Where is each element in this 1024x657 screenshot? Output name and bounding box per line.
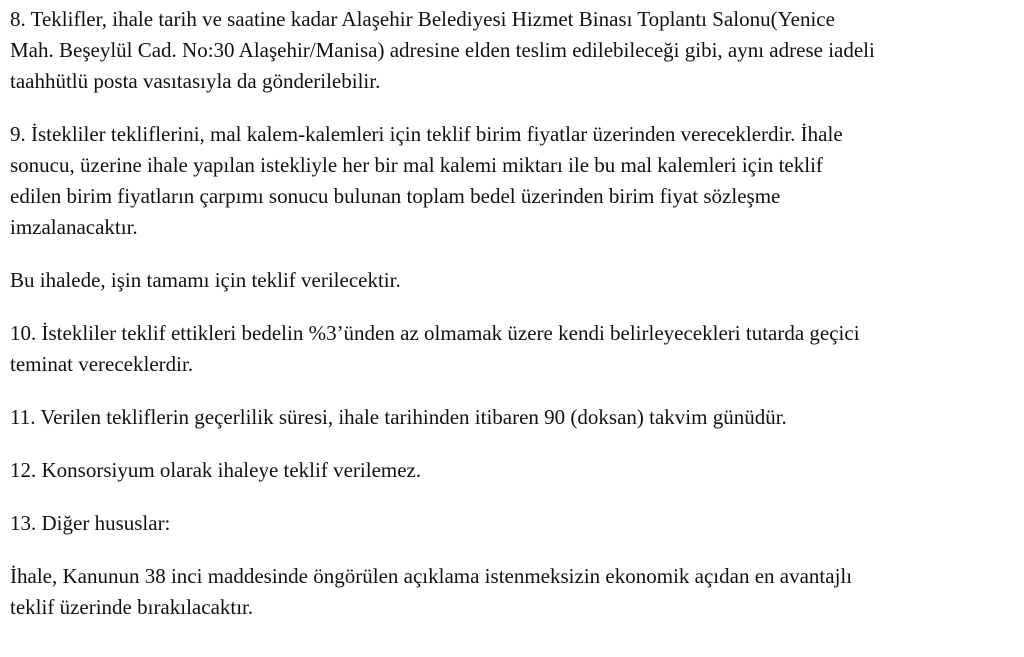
- text-line: İhale, Kanunun 38 inci maddesinde öngörülen açıklama istenmeksizin ekonomik açıdan en avantajlı: [10, 564, 853, 588]
- text-line: Bu ihalede, işin tamamı için teklif verilecektir.: [10, 268, 401, 292]
- paragraph-item-8: [10, 4, 1014, 97]
- text-line: 10. İstekliler teklif ettikleri bedelin %3’ünden az olmamak üzere kendi belirleyecekleri tutarda geçici: [10, 321, 860, 345]
- paragraph-item-10: [10, 318, 1014, 380]
- paragraph-item-13: [10, 508, 1014, 539]
- document-body: [10, 4, 1014, 645]
- paragraph-item-12: [10, 455, 1014, 486]
- text-line: imzalanacaktır.: [10, 215, 138, 239]
- text-line: 8. Teklifler, ihale tarih ve saatine kadar Alaşehir Belediyesi Hizmet Binası Toplantı Salonu(Yenice: [10, 7, 835, 31]
- text-line: sonucu, üzerine ihale yapılan istekliyle her bir mal kalemi miktarı ile bu mal kalemleri için teklif: [10, 153, 823, 177]
- paragraph-item-11: [10, 402, 1014, 433]
- text-line: 11. Verilen tekliflerin geçerlilik süresi, ihale tarihinden itibaren 90 (doksan) takvim günüdür.: [10, 405, 787, 429]
- text-line: teminat vereceklerdir.: [10, 352, 194, 376]
- paragraph-item-9: [10, 119, 1014, 243]
- text-line: 13. Diğer hususlar:: [10, 511, 171, 535]
- text-line: taahhütlü posta vasıtasıyla da gönderilebilir.: [10, 69, 381, 93]
- text-line: 12. Konsorsiyum olarak ihaleye teklif verilemez.: [10, 458, 422, 482]
- paragraph-bid-scope: [10, 265, 1014, 296]
- text-line: teklif üzerinde bırakılacaktır.: [10, 595, 254, 619]
- text-line: 9. İstekliler tekliflerini, mal kalem-kalemleri için teklif birim fiyatlar üzerinden vereceklerdir. İhale: [10, 122, 843, 146]
- text-line: Mah. Beşeylül Cad. No:30 Alaşehir/Manisa) adresine elden teslim edilebileceği gibi, aynı adrese iadeli: [10, 38, 875, 62]
- paragraph-award-criteria: [10, 561, 1014, 623]
- text-line: edilen birim fiyatların çarpımı sonucu bulunan toplam bedel üzerinden birim fiyat sözleşme: [10, 184, 781, 208]
